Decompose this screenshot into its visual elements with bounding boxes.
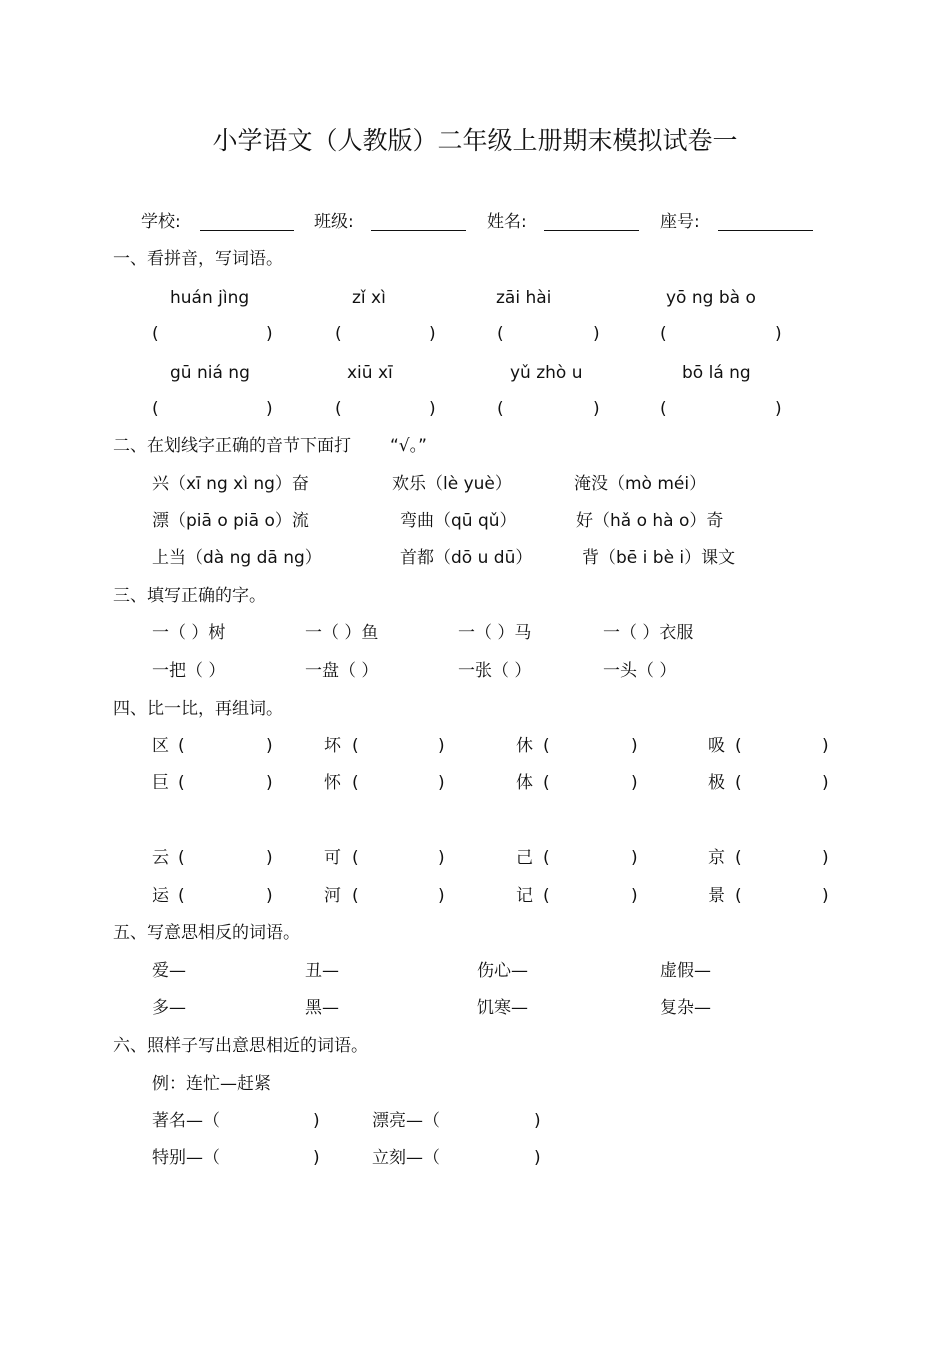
- answer-close: ): [313, 1111, 320, 1131]
- compare-char: 吸: [708, 736, 725, 756]
- measure-word-item: 一张（ ）: [458, 661, 532, 681]
- synonym-item: 著名—（: [152, 1111, 220, 1131]
- section-3-heading: 三、填写正确的字。: [113, 586, 266, 606]
- antonym-item: 复杂—: [660, 998, 711, 1018]
- answer-open: (: [178, 848, 185, 868]
- answer-close: ): [631, 773, 638, 793]
- answer-close: ): [775, 399, 782, 419]
- answer-open: (: [660, 324, 667, 344]
- antonym-item: 丑—: [305, 961, 339, 981]
- answer-open: (: [660, 399, 667, 419]
- answer-close: ): [631, 886, 638, 906]
- answer-close: ): [631, 736, 638, 756]
- example-line: 例：连忙—赶紧: [152, 1074, 271, 1094]
- choice-item: 漂（piā o piā o）流: [152, 511, 309, 531]
- section-6-heading: 六、照样子写出意思相近的词语。: [113, 1036, 368, 1056]
- answer-open: (: [735, 773, 742, 793]
- answer-close: ): [534, 1111, 541, 1131]
- choice-item: 好（hǎ o hà o）奇: [576, 511, 724, 531]
- answer-close: ): [266, 886, 273, 906]
- answer-close: ): [429, 324, 436, 344]
- measure-word-item: 一（ ）鱼: [305, 623, 379, 643]
- choice-item: 欢乐（lè yuè）: [392, 474, 512, 494]
- answer-open: (: [543, 773, 550, 793]
- pinyin-item: gū niá ng: [170, 363, 250, 383]
- antonym-item: 多—: [152, 998, 186, 1018]
- answer-close: ): [593, 399, 600, 419]
- choice-item: 背（bē i bè i）课文: [582, 548, 736, 568]
- answer-close: ): [438, 886, 445, 906]
- answer-open: (: [178, 736, 185, 756]
- answer-open: (: [497, 399, 504, 419]
- pinyin-item: zāi hài: [496, 288, 552, 308]
- compare-char: 巨: [152, 773, 169, 793]
- pinyin-item: yō ng bà o: [666, 288, 756, 308]
- answer-open: (: [735, 736, 742, 756]
- compare-char: 怀: [324, 773, 341, 793]
- answer-close: ): [593, 324, 600, 344]
- answer-close: ): [266, 399, 273, 419]
- pinyin-item: yǔ zhò u: [510, 363, 583, 383]
- answer-open: (: [543, 886, 550, 906]
- answer-open: (: [178, 886, 185, 906]
- name-blank[interactable]: [544, 230, 639, 231]
- answer-open: (: [735, 886, 742, 906]
- measure-word-item: 一（ ）衣服: [603, 623, 694, 643]
- measure-word-item: 一盘（ ）: [305, 661, 379, 681]
- pinyin-item: bō lá ng: [682, 363, 751, 383]
- class-label: 班级:: [314, 212, 354, 232]
- compare-char: 区: [152, 736, 169, 756]
- measure-word-item: 一（ ）树: [152, 623, 226, 643]
- compare-char: 河: [324, 886, 341, 906]
- choice-item: 兴（xī ng xì ng）奋: [152, 474, 309, 494]
- section-5-heading: 五、写意思相反的词语。: [113, 923, 300, 943]
- section-2-heading: 二、在划线字正确的音节下面打: [113, 436, 351, 456]
- antonym-item: 虚假—: [660, 961, 711, 981]
- answer-open: (: [352, 886, 359, 906]
- seat-label: 座号:: [660, 212, 700, 232]
- choice-item: 弯曲（qū qǔ）: [400, 511, 517, 531]
- answer-close: ): [822, 848, 829, 868]
- measure-word-item: 一头（ ）: [603, 661, 677, 681]
- pinyin-item: zǐ xì: [352, 288, 386, 308]
- school-label: 学校:: [141, 212, 181, 232]
- page-title: 小学语文（人教版）二年级上册期末模拟试卷一: [212, 126, 738, 155]
- synonym-item: 漂亮—（: [372, 1111, 440, 1131]
- compare-char: 可: [324, 848, 341, 868]
- answer-open: (: [335, 324, 342, 344]
- choice-item: 首都（dō u dū）: [400, 548, 533, 568]
- answer-open: (: [352, 848, 359, 868]
- compare-char: 坏: [324, 736, 341, 756]
- synonym-item: 立刻—（: [372, 1148, 440, 1168]
- answer-close: ): [822, 773, 829, 793]
- measure-word-item: 一（ ）马: [458, 623, 532, 643]
- answer-open: (: [543, 736, 550, 756]
- answer-close: ): [438, 736, 445, 756]
- compare-char: 极: [708, 773, 725, 793]
- answer-close: ): [429, 399, 436, 419]
- answer-open: (: [352, 773, 359, 793]
- answer-close: ): [775, 324, 782, 344]
- antonym-item: 饥寒—: [477, 998, 528, 1018]
- answer-close: ): [313, 1148, 320, 1168]
- answer-close: ): [266, 848, 273, 868]
- section-1-heading: 一、看拼音，写词语。: [113, 249, 283, 269]
- answer-open: (: [352, 736, 359, 756]
- answer-open: (: [335, 399, 342, 419]
- answer-open: (: [543, 848, 550, 868]
- answer-open: (: [735, 848, 742, 868]
- compare-char: 休: [516, 736, 533, 756]
- answer-close: ): [438, 773, 445, 793]
- name-label: 姓名:: [487, 212, 527, 232]
- answer-close: ): [266, 324, 273, 344]
- answer-close: ): [534, 1148, 541, 1168]
- answer-open: (: [152, 399, 159, 419]
- compare-char: 云: [152, 848, 169, 868]
- compare-char: 体: [516, 773, 533, 793]
- compare-char: 记: [516, 886, 533, 906]
- answer-close: ): [631, 848, 638, 868]
- answer-close: ): [822, 736, 829, 756]
- compare-char: 景: [708, 886, 725, 906]
- pinyin-item: xiū xī: [347, 363, 393, 383]
- choice-item: 上当（dà ng dā ng）: [152, 548, 322, 568]
- section-4-heading: 四、比一比，再组词。: [113, 699, 283, 719]
- answer-open: (: [152, 324, 159, 344]
- school-blank[interactable]: [200, 230, 294, 231]
- answer-close: ): [266, 736, 273, 756]
- answer-open: (: [178, 773, 185, 793]
- antonym-item: 爱—: [152, 961, 186, 981]
- synonym-item: 特别—（: [152, 1148, 220, 1168]
- choice-item: 淹没（mò méi）: [574, 474, 707, 494]
- measure-word-item: 一把（ ）: [152, 661, 226, 681]
- answer-close: ): [438, 848, 445, 868]
- compare-char: 己: [516, 848, 533, 868]
- answer-close: ): [822, 886, 829, 906]
- answer-close: ): [266, 773, 273, 793]
- compare-char: 运: [152, 886, 169, 906]
- pinyin-item: huán jìng: [170, 288, 250, 308]
- antonym-item: 黑—: [305, 998, 339, 1018]
- antonym-item: 伤心—: [477, 961, 528, 981]
- check-mark-hint: “√。”: [390, 436, 427, 456]
- compare-char: 京: [708, 848, 725, 868]
- class-blank[interactable]: [371, 230, 466, 231]
- answer-open: (: [497, 324, 504, 344]
- seat-blank[interactable]: [718, 230, 813, 231]
